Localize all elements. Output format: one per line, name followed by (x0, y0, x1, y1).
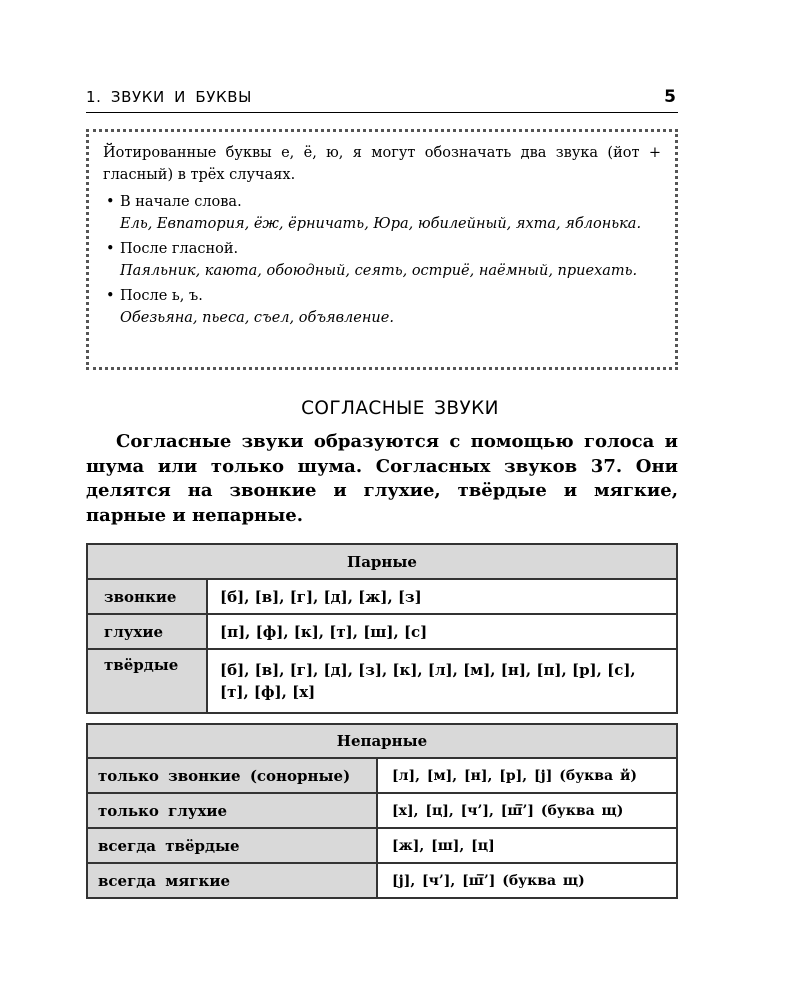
page-number: 5 (664, 87, 676, 107)
table-row (87, 649, 677, 713)
row-value: [ж], [ш], [ц] (377, 828, 677, 863)
case-label: После гласной. (120, 241, 239, 257)
row-value: [б], [в], [г], [д], [з], [к], [л], [м], [н], [п], [р], [с], [т], [ф], [х] (207, 649, 677, 713)
running-head (86, 88, 678, 113)
row-label: глухие (87, 614, 207, 649)
bullet-icon: • (106, 288, 115, 304)
table-row (87, 579, 677, 614)
row-label: только звонкие (сонорные) (87, 758, 377, 793)
consonants-paragraph (86, 430, 678, 528)
table-row (87, 828, 677, 863)
bullet-icon: • (106, 194, 115, 210)
case-examples: Паяльник, каюта, обоюдный, сеять, остриё, наёмный, приехать. (120, 263, 638, 279)
case-label: После ь, ъ. (120, 288, 203, 304)
bullet-icon: • (106, 241, 115, 257)
row-label: только глухие (87, 793, 377, 828)
section-title: СОГЛАСНЫЕ ЗВУКИ (301, 398, 499, 419)
row-value: [б], [в], [г], [д], [ж], [з] (207, 579, 677, 614)
case-label: В начале слова. (120, 194, 242, 210)
unpaired-consonants-table (86, 723, 678, 899)
row-value: [j], [ч’], [ш̅’] (буква щ) (377, 863, 677, 898)
case-examples: Ель, Евпатория, ёж, ёрничать, Юра, юбилейный, яхта, яблонька. (120, 216, 642, 232)
case-item (103, 285, 661, 329)
table-header: Парные (87, 544, 677, 579)
table-row (87, 793, 677, 828)
table-header: Непарные (87, 724, 677, 758)
row-value: [л], [м], [н], [р], [j] (буква й) (377, 758, 677, 793)
iotated-vowels-note (86, 129, 678, 370)
note-intro: Йотированные буквы е, ё, ю, я могут обозначать два звука (йот + гласный) в трёх случаях. (103, 145, 661, 183)
row-label: всегда твёрдые (87, 828, 377, 863)
case-item (103, 238, 661, 282)
row-label: звонкие (87, 579, 207, 614)
table-row (87, 758, 677, 793)
row-value: [х], [ц], [ч’], [ш̅’] (буква щ) (377, 793, 677, 828)
row-label: твёрдые (87, 649, 207, 713)
paragraph-text: образуются с помощью голоса и шума или только шума. Согласных звуков 37. Они делятся на звонкие и глухие, твёрдые и мягкие, парные и непарные. (86, 431, 678, 526)
table-row (87, 614, 677, 649)
case-item (103, 191, 661, 235)
table-row (87, 863, 677, 898)
chapter-title: 1. ЗВУКИ И БУКВЫ (86, 88, 252, 106)
case-examples: Обезьяна, пьеса, съел, объявление. (120, 310, 394, 326)
row-value: [п], [ф], [к], [т], [ш], [с] (207, 614, 677, 649)
paired-consonants-table (86, 543, 678, 714)
row-label: всегда мягкие (87, 863, 377, 898)
term-consonants: Согласные звуки (116, 431, 304, 452)
cases-list (103, 191, 661, 329)
